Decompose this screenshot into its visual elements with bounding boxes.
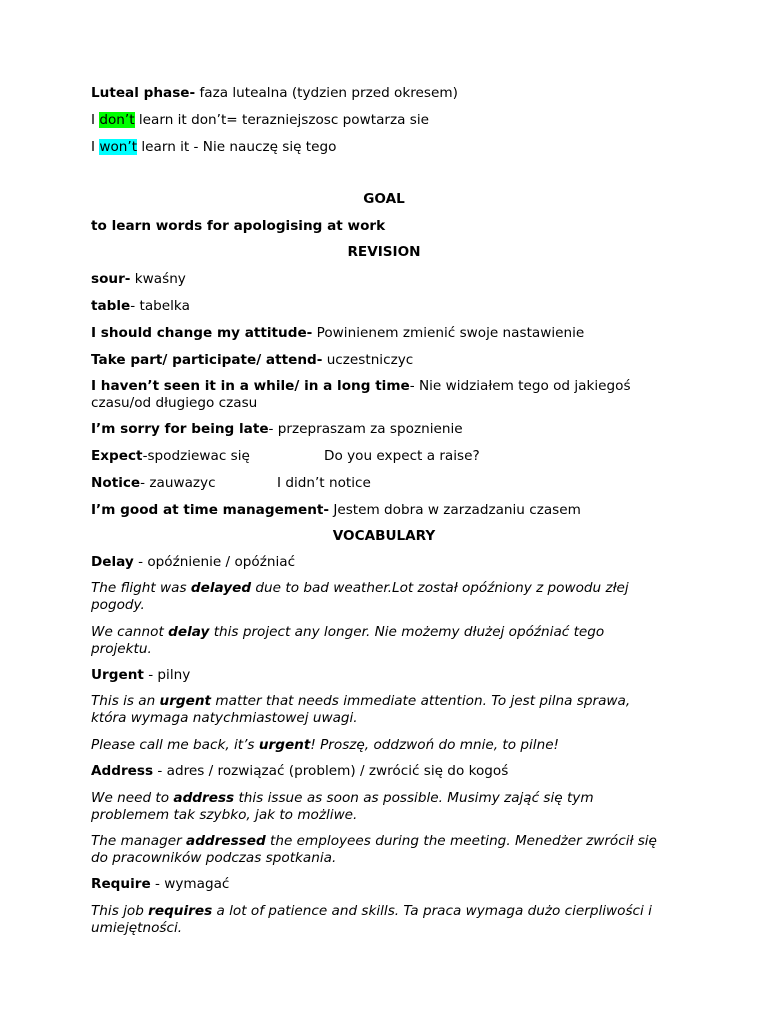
dont-line	[91, 112, 681, 129]
highlight-wont: won’t	[99, 139, 138, 155]
definition: - tabelka	[130, 298, 190, 314]
term: Address	[91, 763, 154, 779]
keyword: delayed	[190, 580, 252, 596]
term: I haven’t seen it in a while/ in a long time	[91, 378, 410, 394]
wont-line	[91, 139, 681, 156]
revision-heading: REVISION	[347, 244, 421, 260]
vocab-entry-require	[91, 876, 681, 893]
example-sentence	[91, 693, 663, 727]
keyword: requires	[148, 903, 213, 919]
text: this project any longer. Nie możemy dłużej opóźniać tego projektu.	[91, 624, 605, 657]
example-sentence	[91, 790, 631, 824]
text: due to bad weather.Lot został opóźniony z powodu złej pogody.	[91, 580, 629, 613]
definition: Powinienem zmienić swoje nastawienie	[312, 325, 585, 341]
term: Urgent	[91, 667, 144, 683]
text: This is an	[91, 693, 160, 709]
term: Take part/ participate/ attend-	[91, 352, 323, 368]
goal-text: to learn words for apologising at work	[91, 218, 386, 234]
term: table	[91, 298, 131, 314]
definition: - zauwazyc	[140, 475, 216, 491]
text: We cannot	[91, 624, 169, 640]
text: this issue as soon as possible. Musimy zająć się tym problemem tak szybko, jak to możliwe.	[91, 790, 594, 823]
example-sentence	[91, 737, 681, 754]
keyword: address	[173, 790, 235, 806]
keyword: delay	[168, 624, 210, 640]
text: The flight was	[91, 580, 191, 596]
text: learn it - Nie nauczę się tego	[137, 139, 337, 155]
text: a lot of patience and skills. Ta praca wymaga dużo cierpliwości i umiejętności.	[91, 903, 652, 936]
definition: - adres / rozwiązać (problem) / zwrócić się do kogoś	[153, 763, 509, 779]
term: I’m sorry for being late	[91, 421, 269, 437]
term: Luteal phase-	[91, 85, 196, 101]
definition: kwaśny	[130, 271, 186, 287]
vocab-entry-delay	[91, 554, 681, 571]
text: ! Proszę, oddzwoń do mnie, to pilne!	[310, 737, 560, 753]
definition: - wymagać	[150, 876, 230, 892]
revision-item	[91, 475, 681, 492]
revision-item	[91, 298, 681, 315]
definition: Jestem dobra w zarzadzaniu czasem	[329, 502, 581, 518]
revision-item	[91, 271, 681, 288]
revision-item	[91, 352, 681, 369]
goal-heading: GOAL	[363, 191, 405, 207]
example: Do you expect a raise?	[324, 448, 480, 464]
keyword: urgent	[258, 737, 311, 753]
text: I	[91, 139, 100, 155]
highlight-dont: don’t	[99, 112, 135, 128]
vocabulary-heading: VOCABULARY	[332, 528, 436, 544]
revision-item	[91, 421, 681, 438]
example-sentence	[91, 624, 651, 658]
term: Expect	[91, 448, 143, 464]
definition: faza lutealna (tydzien przed okresem)	[195, 85, 458, 101]
term: Delay	[91, 554, 134, 570]
revision-item	[91, 378, 673, 412]
text: The manager	[91, 833, 187, 849]
text: the employees during the meeting. Menedżer zwrócił się do pracowników podczas spotkania.	[91, 833, 657, 866]
definition: -spodziewac się	[142, 448, 250, 464]
revision-item	[91, 502, 681, 519]
definition: - Nie widziałem tego od jakiegoś czasu/od długiego czasu	[91, 378, 631, 411]
example-sentence	[91, 903, 676, 937]
definition: - pilny	[143, 667, 191, 683]
term: sour-	[91, 271, 131, 287]
text: We need to	[91, 790, 174, 806]
text: matter that needs immediate attention. To jest pilna sprawa, która wymaga natychmiastowej uwagi.	[91, 693, 631, 726]
luteal-line	[91, 85, 681, 102]
revision-item	[91, 325, 681, 342]
definition: - opóźnienie / opóźniać	[133, 554, 296, 570]
revision-item	[91, 448, 681, 465]
keyword: addressed	[186, 833, 266, 849]
text: This job	[91, 903, 149, 919]
keyword: urgent	[159, 693, 212, 709]
vocab-entry-urgent	[91, 667, 681, 684]
example-sentence	[91, 580, 663, 614]
term: Require	[91, 876, 151, 892]
term: I should change my attitude-	[91, 325, 313, 341]
example-sentence	[91, 833, 666, 867]
text: learn it don’t= terazniejszosc powtarza sie	[134, 112, 430, 128]
definition: - przepraszam za spoznienie	[268, 421, 463, 437]
text: I	[91, 112, 100, 128]
example: I didn’t notice	[277, 475, 371, 491]
definition: uczestniczyc	[322, 352, 414, 368]
vocab-entry-address	[91, 763, 681, 780]
text: Please call me back, it’s	[91, 737, 259, 753]
term: I’m good at time management-	[91, 502, 330, 518]
term: Notice	[91, 475, 141, 491]
